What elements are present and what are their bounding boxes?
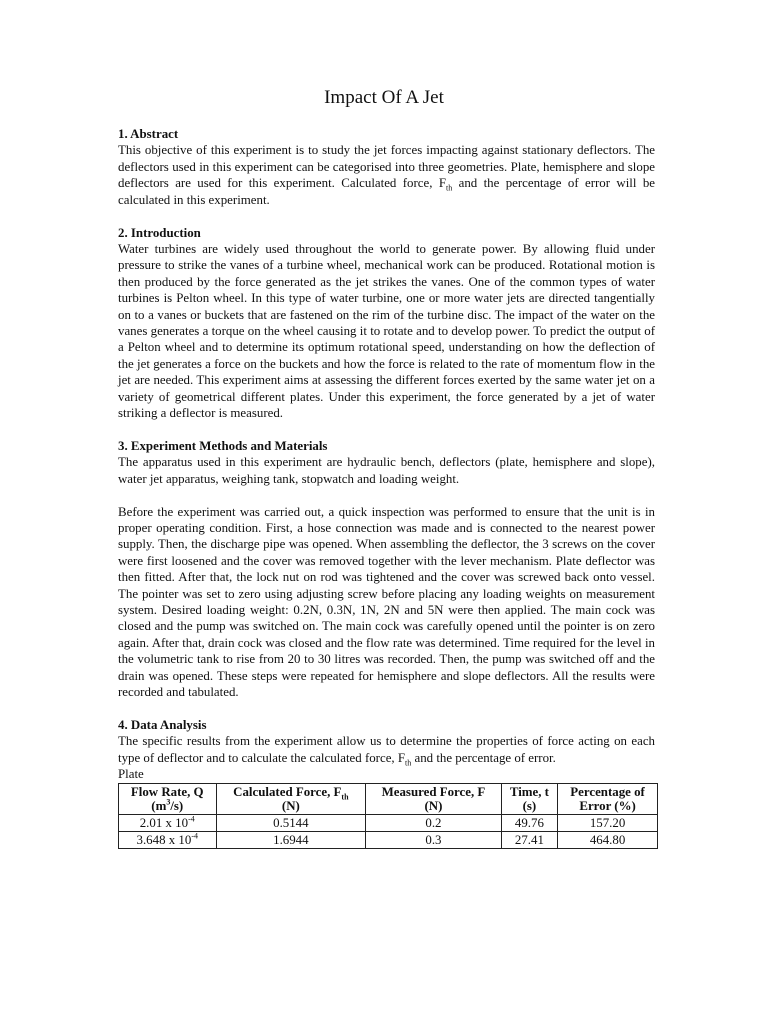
section-paragraph: This objective of this experiment is to study the jet forces impacting against stationary deflectors. The deflectors used in this experiment can be categorised into three geometries. Plate, hemisphere and slope deflectors are used for this experiment. Calculated force, $F_{th}$ and the percentage of error will be calculated in this experiment. [118, 143, 656, 207]
cell-measured-force: 0.3 [366, 831, 501, 848]
section-methods [118, 438, 655, 701]
section-heading: 3. Experiment Methods and Materials [118, 438, 328, 453]
col-percentage-error: Percentage of Error (%) [558, 783, 658, 814]
col-measured-force: Measured Force, F (N) [366, 783, 501, 814]
section-introduction [118, 225, 655, 422]
cell-time: 49.76 [501, 814, 557, 831]
section-paragraph: Before the experiment was carried out, a quick inspection was performed to ensure that the unit is in proper operating condition. First, a hose connection was made and is connected to the nearest power supply. Then, the discharge pipe was opened. When assembling the deflector, the 3 screws on the cover were first loosened and the cover was removed together with the lever mechanism. Plate deflector was then fitted. After that, the lock nut on rod was tightened and the cover was screwed back onto vessel. The pointer was set to zero using adjusting screw before placing any loading weights on measurement system. Desired loading weight: 0.2N, 0.3N, 1N, 2N and 5N were then applied. The main cock was closed and the pump was switched on. The main cock was carefully opened until the pointer is on zero again. After that, drain cock was closed and the flow rate was determined. Time required for the level in the volumetric tank to rise from 20 to 30 litres was recorded. Then, the pump was switched off and the drain was opened. These steps were repeated for hemisphere and slope deflectors. All the results were recorded and tabulated. [118, 504, 655, 700]
page-title: Impact Of A Jet [324, 87, 444, 108]
results-table [118, 783, 658, 849]
table-row [119, 814, 658, 831]
section-paragraph: The specific results from the experiment allow us to determine the properties of force acting on each type of deflector and to calculate the calculated force, $F_{th}$ and the percentage of error. [118, 734, 655, 768]
cell-percentage-error: 464.80 [558, 831, 658, 848]
cell-time: 27.41 [501, 831, 557, 848]
cell-flow-rate: 3.648 x $10^{-4}$ [119, 831, 217, 848]
col-time: Time, t (s) [501, 783, 557, 814]
col-calculated-force: Calculated Force, $F_{th}$ (N) [216, 783, 366, 814]
section-paragraph: The apparatus used in this experiment are hydraulic bench, deflectors (plate, hemisphere and slope), water jet apparatus, weighing tank, stopwatch and loading weight. [118, 455, 655, 486]
cell-flow-rate: 2.01 x $10^{-4}$ [119, 814, 217, 831]
col-flow-rate: Flow Rate, Q $(m^3/s)$ [119, 783, 217, 814]
section-heading: 1. Abstract [118, 127, 179, 141]
cell-percentage-error: 157.20 [558, 814, 658, 831]
cell-calculated-force: 1.6944 [216, 831, 366, 848]
table-header-row [119, 783, 658, 814]
cell-measured-force: 0.2 [366, 814, 501, 831]
section-paragraph: Water turbines are widely used throughout the world to generate power. By allowing fluid under pressure to strike the vanes of a turbine wheel, mechanical work can be produced. Rotational motion is then produced by the force generated as the jet strikes the vanes. One of the common types of water turbines is Pelton wheel. In this type of water turbine, one or more water jets are directed tangentially on to a vanes or buckets that are fastened on the rim of the turbine disc. The impact of the water on the vanes generates a torque on the wheel causing it to rotate and to develop power. To predict the output of a Pelton wheel and to determine its optimum rotational speed, understanding on how the deflection of the jet generates a force on the buckets and how the force is related to the rate of momentum flow in the jet are needed. This experiment aims at assessing the different forces exerted by the same water jet on a variety of geometrical different plates. Under this experiment, the force generated by a jet of water striking a deflector is measured. [118, 241, 655, 420]
section-abstract [118, 126, 655, 208]
document-body [118, 126, 655, 849]
cell-calculated-force: 0.5144 [216, 814, 366, 831]
section-heading: 4. Data Analysis [118, 718, 207, 732]
table-caption: Plate [118, 767, 144, 782]
table-row [119, 831, 658, 848]
section-heading: 2. Introduction [118, 225, 201, 240]
section-analysis [118, 717, 655, 766]
